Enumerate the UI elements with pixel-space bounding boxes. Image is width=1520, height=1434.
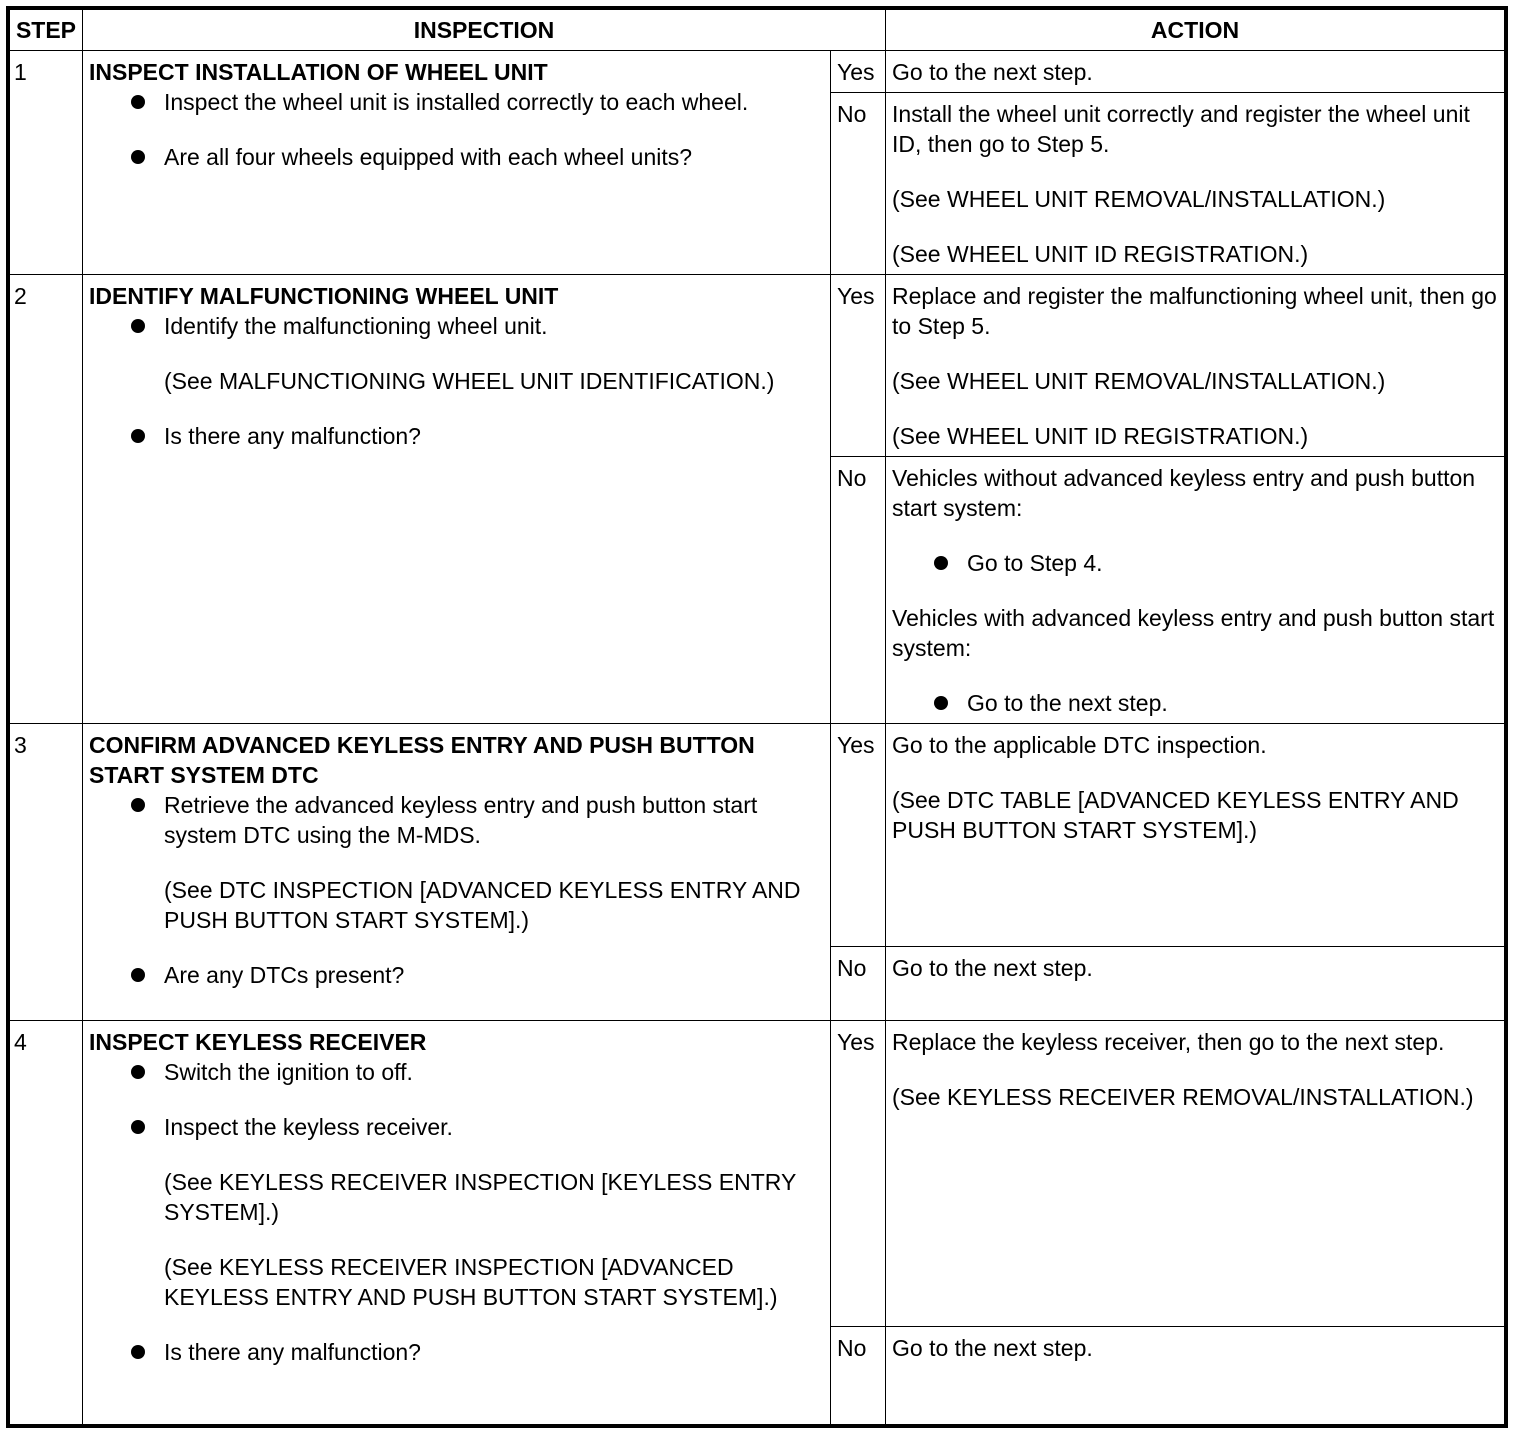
- bullet-text: Retrieve the advanced keyless entry and push button start system DTC using the M-MDS.: [164, 792, 758, 848]
- bullet-item: Switch the ignition to off.: [89, 1057, 824, 1087]
- bullet-text: Inspect the keyless receiver.: [164, 1114, 453, 1140]
- bullet-item: Inspect the wheel unit is installed correctly to each wheel.: [89, 87, 824, 117]
- no-label: No: [831, 457, 886, 724]
- bullet-item: [89, 790, 824, 935]
- action-no: [886, 1327, 1505, 1425]
- bullet-item: Is there any malfunction?: [89, 1337, 824, 1367]
- header-step: STEP: [10, 10, 83, 51]
- inspection-reference: (See MALFUNCTIONING WHEEL UNIT IDENTIFICATION.): [164, 368, 775, 394]
- inspection-cell: [83, 51, 831, 275]
- inspection-reference: (See KEYLESS RECEIVER INSPECTION [KEYLESS ENTRY SYSTEM].): [164, 1169, 796, 1225]
- no-label: No: [831, 93, 886, 275]
- step-number: 3: [10, 724, 83, 1021]
- step-number: 2: [10, 275, 83, 724]
- step-number: 4: [10, 1021, 83, 1425]
- action-text: Vehicles with advanced keyless entry and push button start system:: [892, 605, 1495, 661]
- inspection-reference: (See KEYLESS RECEIVER INSPECTION [ADVANCED KEYLESS ENTRY AND PUSH BUTTON START SYSTEM].): [164, 1254, 778, 1310]
- inspection-title: INSPECT KEYLESS RECEIVER: [89, 1029, 427, 1055]
- yes-label: Yes: [831, 1021, 886, 1327]
- bullet-item: [89, 1112, 824, 1312]
- table-row: [10, 724, 1505, 947]
- bullet-item: Go to Step 4.: [892, 548, 1498, 578]
- action-yes: [886, 1021, 1505, 1327]
- yes-label: Yes: [831, 51, 886, 93]
- header-action: ACTION: [886, 10, 1505, 51]
- yes-label: Yes: [831, 275, 886, 457]
- action-text: Vehicles without advanced keyless entry and push button start system:: [892, 465, 1476, 521]
- bullet-item: Go to the next step.: [892, 688, 1498, 718]
- table-row: [10, 1021, 1505, 1327]
- action-text: Go to the applicable DTC inspection.: [892, 732, 1267, 758]
- action-text: Go to the next step.: [892, 955, 1093, 981]
- inspection-cell: [83, 275, 831, 724]
- action-reference: (See WHEEL UNIT REMOVAL/INSTALLATION.): [892, 368, 1386, 394]
- diagnostic-table: [6, 6, 1508, 1428]
- inspection-cell: [83, 1021, 831, 1425]
- bullet-item: Are all four wheels equipped with each wheel units?: [89, 142, 824, 172]
- inspection-cell: [83, 724, 831, 1021]
- action-no: [886, 947, 1505, 1021]
- no-label: No: [831, 1327, 886, 1425]
- inspection-title: IDENTIFY MALFUNCTIONING WHEEL UNIT: [89, 283, 559, 309]
- bullet-item: [89, 311, 824, 396]
- yes-label: Yes: [831, 724, 886, 947]
- action-text: Replace the keyless receiver, then go to the next step.: [892, 1029, 1445, 1055]
- action-reference: (See DTC TABLE [ADVANCED KEYLESS ENTRY AND PUSH BUTTON START SYSTEM].): [892, 787, 1459, 843]
- table-row: [10, 275, 1505, 457]
- action-no: [886, 457, 1505, 724]
- action-reference: (See WHEEL UNIT REMOVAL/INSTALLATION.): [892, 186, 1386, 212]
- action-text: Replace and register the malfunctioning wheel unit, then go to Step 5.: [892, 283, 1497, 339]
- action-yes: [886, 275, 1505, 457]
- action-reference: (See WHEEL UNIT ID REGISTRATION.): [892, 423, 1309, 449]
- no-label: No: [831, 947, 886, 1021]
- action-reference: (See WHEEL UNIT ID REGISTRATION.): [892, 241, 1309, 267]
- header-row: [10, 10, 1505, 51]
- table-row: [10, 51, 1505, 93]
- action-yes: [886, 724, 1505, 947]
- inspection-title: INSPECT INSTALLATION OF WHEEL UNIT: [89, 59, 548, 85]
- inspection-title: CONFIRM ADVANCED KEYLESS ENTRY AND PUSH BUTTON START SYSTEM DTC: [89, 732, 755, 788]
- bullet-item: Are any DTCs present?: [89, 960, 824, 990]
- action-yes: [886, 51, 1505, 93]
- inspection-reference: (See DTC INSPECTION [ADVANCED KEYLESS ENTRY AND PUSH BUTTON START SYSTEM].): [164, 877, 801, 933]
- header-inspection: INSPECTION: [83, 10, 886, 51]
- action-text: Install the wheel unit correctly and register the wheel unit ID, then go to Step 5.: [892, 101, 1470, 157]
- bullet-text: Identify the malfunctioning wheel unit.: [164, 313, 548, 339]
- action-text: Go to the next step.: [892, 59, 1093, 85]
- bullet-item: Is there any malfunction?: [89, 421, 824, 451]
- step-number: 1: [10, 51, 83, 275]
- action-text: Go to the next step.: [892, 1335, 1093, 1361]
- action-no: [886, 93, 1505, 275]
- action-reference: (See KEYLESS RECEIVER REMOVAL/INSTALLATION.): [892, 1084, 1474, 1110]
